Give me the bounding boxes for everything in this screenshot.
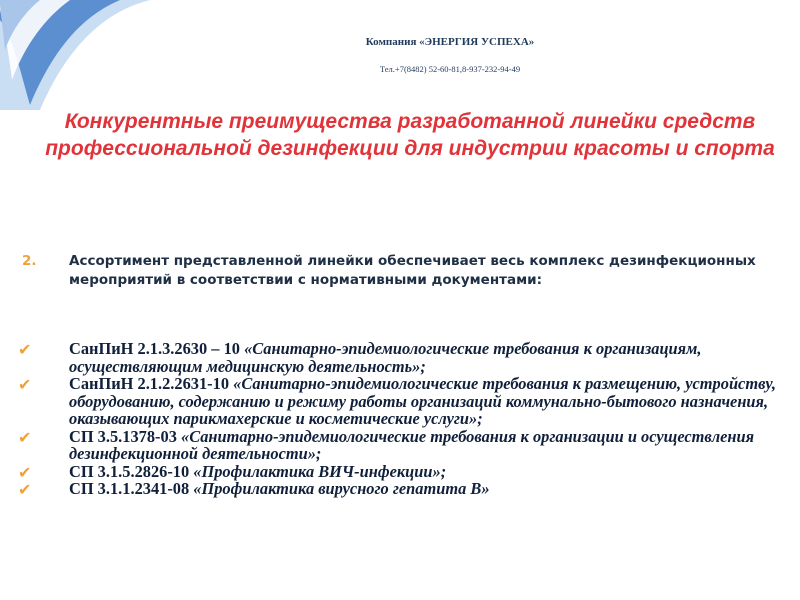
checkmark-icon: ✔: [18, 375, 32, 394]
company-phone: Тел.+7(8482) 52-60-81,8-937-232-94-49: [379, 64, 521, 74]
company-name: Компания «ЭНЕРГИЯ УСПЕХА»: [365, 36, 535, 48]
company-header: [250, 36, 650, 74]
slide-title: Конкурентные преимущества разработанной линейки средств профессиональной дезинфекции для индустрии красоты и спорта: [45, 110, 775, 160]
regulation-description: «Профилактика вирусного гепатита В»: [193, 479, 490, 498]
regulation-description: «Санитарно-эпидемиологические требования к размещению, устройству, оборудованию, содержанию и режиму работы организаций коммунально-бытового назначения, оказывающих парикмахерские и косметические услуги»;: [69, 374, 776, 428]
regulation-list: [18, 340, 788, 498]
regulation-code: СП 3.1.5.2826-10: [69, 461, 194, 481]
corner-swoosh-decoration: [0, 0, 150, 110]
regulation-code: СП 3.5.1378-03: [69, 426, 181, 446]
regulation-description: «Профилактика ВИЧ-инфекции»;: [193, 461, 447, 481]
list-item: [18, 463, 788, 481]
list-item: [18, 340, 788, 375]
regulation-description: «Санитарно-эпидемиологические требования к организации и осуществления дезинфекционной деятельности»;: [69, 426, 755, 463]
intro-number: 2.: [22, 253, 37, 269]
intro-text: Ассортимент представленной линейки обеспечивает весь комплекс дезинфекционных мероприятий в соответствии с нормативными документами:: [69, 253, 756, 288]
checkmark-icon: ✔: [18, 340, 32, 359]
regulation-description: «Санитарно-эпидемиологические требования к организациям, осуществляющим медицинскую деятельность»;: [69, 339, 702, 376]
intro-paragraph: [22, 252, 782, 290]
checkmark-icon: ✔: [18, 427, 32, 447]
list-item: [18, 428, 788, 463]
checkmark-icon: ✔: [18, 462, 32, 482]
regulation-code: СП 3.1.1.2341-08: [69, 479, 194, 498]
regulation-code: СанПиН 2.1.3.2630 – 10: [69, 339, 245, 358]
list-item: [18, 480, 788, 498]
list-item: [18, 375, 788, 428]
checkmark-icon: ✔: [18, 480, 32, 499]
regulation-code: СанПиН 2.1.2.2631-10: [69, 374, 234, 393]
